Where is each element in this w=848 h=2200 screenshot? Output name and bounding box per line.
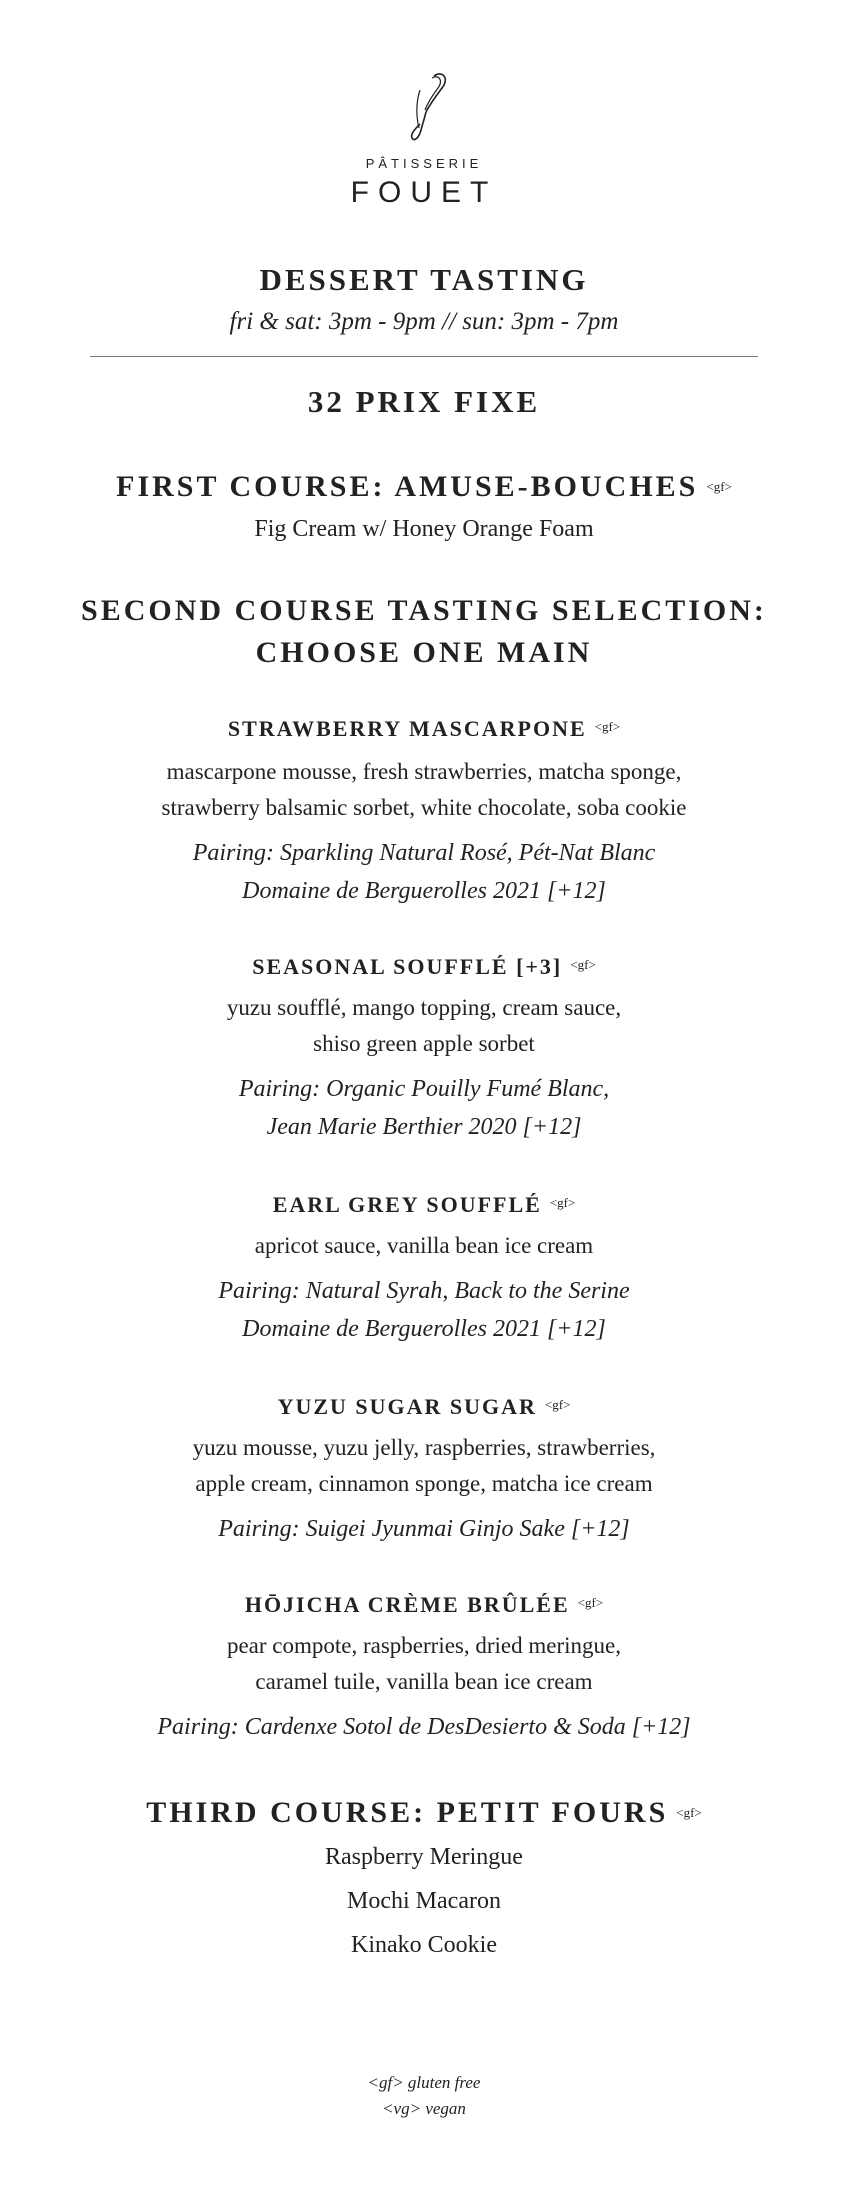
first-course-item: Fig Cream w/ Honey Orange Foam bbox=[254, 516, 594, 542]
price-title: 32 PRIX FIXE bbox=[307, 384, 541, 419]
menu-item-description: yuzu mousse, yuzu jelly, raspberries, strawberries, bbox=[192, 1435, 656, 1460]
petit-four-item: Kinako Cookie bbox=[351, 1932, 497, 1958]
menu-item-pairing: Pairing: Suigei Jyunmai Ginjo Sake [+12] bbox=[218, 1516, 630, 1542]
menu-item-description: strawberry balsamic sorbet, white chocolate, soba cookie bbox=[161, 795, 687, 820]
menu-item-title bbox=[0, 1592, 848, 1618]
first-course-heading: FIRST COURSE: AMUSE-BOUCHES bbox=[116, 470, 699, 503]
legend-gluten-free: <gf> gluten free bbox=[367, 2073, 481, 2092]
menu-item-description: apricot sauce, vanilla bean ice cream bbox=[254, 1233, 594, 1258]
divider bbox=[90, 356, 758, 357]
menu-item-name: YUZU SUGAR SUGAR bbox=[277, 1394, 537, 1419]
petit-four-item: Raspberry Meringue bbox=[325, 1844, 523, 1870]
legend-vegan: <vg> vegan bbox=[382, 2099, 466, 2118]
menu-item-name: SEASONAL SOUFFLÉ [+3] bbox=[252, 954, 563, 979]
menu-item-description: pear compote, raspberries, dried meringue, bbox=[226, 1633, 622, 1658]
gf-tag: <gf> bbox=[549, 1195, 576, 1210]
menu-item-description: mascarpone mousse, fresh strawberries, matcha sponge, bbox=[166, 759, 682, 784]
menu-item-name: EARL GREY SOUFFLÉ bbox=[272, 1192, 542, 1217]
menu-item-pairing: Pairing: Sparkling Natural Rosé, Pét-Nat Blanc bbox=[192, 840, 656, 866]
third-course-heading: THIRD COURSE: PETIT FOURS bbox=[146, 1796, 669, 1829]
menu-item-description: shiso green apple sorbet bbox=[313, 1031, 535, 1056]
menu-item-pairing: Pairing: Natural Syrah, Back to the Serine bbox=[218, 1278, 630, 1304]
menu-item-pairing: Domaine de Berguerolles 2021 [+12] bbox=[242, 1316, 606, 1342]
third-course-title bbox=[0, 1796, 848, 1830]
whisk-logo-icon bbox=[398, 72, 458, 152]
brand-subtitle: PÂTISSERIE bbox=[365, 156, 483, 171]
second-course-title-line1: SECOND COURSE TASTING SELECTION: bbox=[81, 594, 767, 627]
menu-item-description: yuzu soufflé, mango topping, cream sauce, bbox=[226, 995, 622, 1020]
gf-tag: <gf> bbox=[544, 1397, 571, 1412]
gf-tag: <gf> bbox=[676, 1805, 702, 1820]
gf-tag: <gf> bbox=[577, 1595, 604, 1610]
second-course-title-line2: CHOOSE ONE MAIN bbox=[255, 636, 593, 669]
gf-tag: <gf> bbox=[570, 957, 596, 972]
menu-item-pairing: Domaine de Berguerolles 2021 [+12] bbox=[242, 878, 606, 904]
menu-item-pairing: Pairing: Organic Pouilly Fumé Blanc, bbox=[238, 1076, 610, 1102]
menu-item-title bbox=[0, 1394, 848, 1420]
menu-item-name: STRAWBERRY MASCARPONE bbox=[227, 716, 587, 741]
menu-item-title bbox=[0, 954, 848, 980]
brand-name: FOUET bbox=[350, 176, 498, 209]
menu-item-name: HŌJICHA CRÈME BRÛLÉE bbox=[244, 1592, 570, 1617]
menu-item-pairing: Jean Marie Berthier 2020 [+12] bbox=[266, 1114, 582, 1140]
gf-tag: <gf> bbox=[706, 479, 732, 494]
menu-item-description: caramel tuile, vanilla bean ice cream bbox=[255, 1669, 593, 1694]
hours-text: fri & sat: 3pm - 9pm // sun: 3pm - 7pm bbox=[229, 308, 619, 335]
menu-item-description: apple cream, cinnamon sponge, matcha ice cream bbox=[195, 1471, 653, 1496]
menu-title: DESSERT TASTING bbox=[259, 262, 589, 297]
gf-tag: <gf> bbox=[594, 719, 621, 734]
menu-item-pairing: Pairing: Cardenxe Sotol de DesDesierto & Soda [+12] bbox=[157, 1714, 691, 1740]
first-course-title bbox=[0, 470, 848, 504]
petit-four-item: Mochi Macaron bbox=[347, 1888, 501, 1914]
menu-item-title bbox=[0, 1192, 848, 1218]
menu-item-title bbox=[0, 716, 848, 742]
